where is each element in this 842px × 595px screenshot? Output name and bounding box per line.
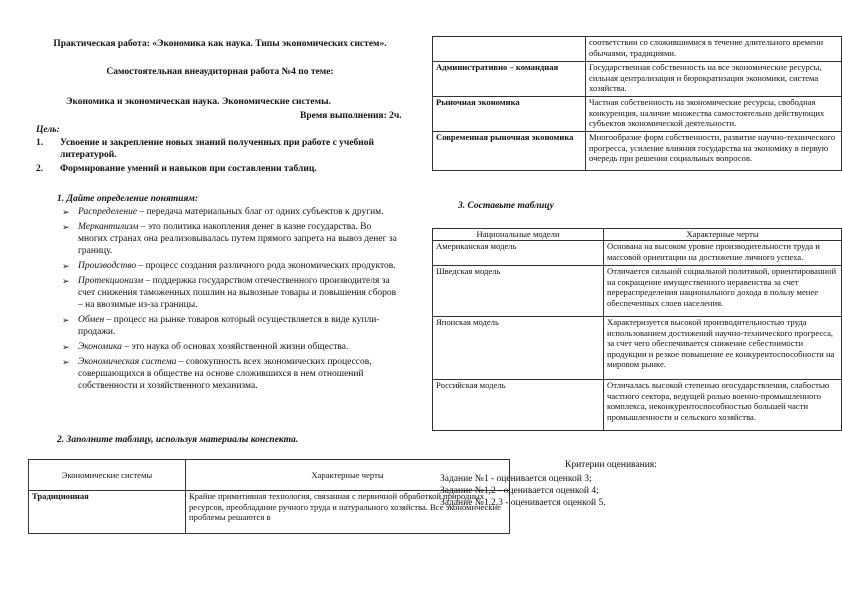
subtitle: Самостоятельная внеаудиторная работа №4 по теме: bbox=[106, 67, 334, 77]
economic-systems-table-continued bbox=[432, 36, 842, 171]
definition-term: Экономика bbox=[78, 342, 122, 352]
table-row bbox=[433, 37, 842, 62]
definition-term: Распределение bbox=[78, 207, 138, 217]
goal-number: 1. bbox=[36, 138, 44, 148]
criteria-item: Задание №1 - оценивается оценкой 3; bbox=[440, 474, 592, 484]
criteria-list bbox=[440, 473, 740, 509]
goals-list bbox=[36, 137, 386, 175]
arrow-bullet-icon: ➢ bbox=[62, 315, 70, 325]
goals-label: Цель: bbox=[36, 125, 60, 135]
criteria-item: Задание №1,2,3 - оценивается оценкой 5. bbox=[440, 498, 606, 508]
goal-number: 2. bbox=[36, 164, 44, 174]
system-name: Современная рыночная экономика bbox=[433, 132, 586, 171]
arrow-bullet-icon: ➢ bbox=[62, 342, 70, 352]
task1-heading: 1. Дайте определение понятиям: bbox=[57, 194, 199, 204]
model-features: Характеризуется высокой производительностью труда использованием достижений научно-технического прогресса, за счет чего обеспечивается снижение себестоимости продукции и резкое повышение ее конкурентоспособности на мировом рынке. bbox=[604, 317, 842, 380]
definition-item bbox=[60, 341, 400, 353]
task3-heading: 3. Составьте таблицу bbox=[458, 201, 554, 211]
definition-text: – это наука об основах хозяйственной жизни общества. bbox=[121, 342, 349, 352]
column-header: Национальные модели bbox=[433, 229, 604, 241]
definitions-list bbox=[60, 206, 400, 392]
system-features: Частная собственность на экономические ресурсы, свободная конкуренция, наличие множества самостоятельно действующих субъектов экономической деятельности. bbox=[586, 97, 842, 132]
time-label: Время выполнения: 2ч. bbox=[300, 111, 402, 121]
arrow-bullet-icon: ➢ bbox=[62, 261, 70, 271]
definition-text: – процесс на рынке товаров который осуществляется в виде купли-продажи. bbox=[78, 315, 380, 337]
definition-term: Обмен bbox=[78, 315, 105, 325]
table-row bbox=[433, 132, 842, 171]
definition-item bbox=[60, 206, 400, 218]
model-name: Российская модель bbox=[433, 380, 604, 431]
criteria-title: Критерии оценивания: bbox=[565, 460, 657, 470]
table-row bbox=[433, 380, 842, 431]
arrow-bullet-icon: ➢ bbox=[62, 222, 70, 232]
definition-text: – совокупность всех экономических процессов, совершающихся в обществе на основе сложившихся в нем отношений собственности и хозяйственного механизма. bbox=[78, 357, 372, 391]
model-features: Основана на высоком уровне производительности труда и массовой ориентации на достижение личного успеха. bbox=[604, 241, 842, 266]
definition-item bbox=[60, 314, 400, 338]
table-header-row bbox=[29, 460, 510, 491]
definition-text: – передача материальных благ от одних субъектов к другим. bbox=[137, 207, 384, 217]
model-name: Японская модель bbox=[433, 317, 604, 380]
goal-text: Формирование умений и навыков при составлении таблиц. bbox=[60, 164, 317, 174]
model-features: Отличалась высокой степенью огосударствления, слабостью частного сектора, ведущей ролью военно-промышленного комплекса, неконкурентоспособностью большей части промышленности и сельского хозяйства. bbox=[604, 380, 842, 431]
definition-item bbox=[60, 275, 400, 311]
system-features: Многообразие форм собственности, развитие научно-технического прогресса, усиление влияния государства на экономику в первую очередь при решении социальных вопросов. bbox=[586, 132, 842, 171]
system-name: Административно – командная bbox=[433, 62, 586, 97]
topic-heading: Экономика и экономическая наука. Экономические системы. bbox=[66, 97, 331, 107]
definition-text: – поддержка государством отечественного производителя за счет снижения таможенных пошлин на вывозные товары и повышения сборов – на ввозимые из-за границы. bbox=[78, 276, 397, 310]
definition-item bbox=[60, 221, 400, 257]
definition-text: – процесс создания различного рода экономических продуктов. bbox=[136, 261, 396, 271]
national-models-table bbox=[432, 228, 842, 431]
definition-text: – это политика накопления денег в казне государства. Во многих странах она реализовывалась путем прямого запрета на вывоз денег за границу. bbox=[78, 222, 397, 256]
arrow-bullet-icon: ➢ bbox=[62, 276, 70, 286]
column-header: Характерные черты bbox=[186, 460, 510, 491]
arrow-bullet-icon: ➢ bbox=[62, 207, 70, 217]
definition-item bbox=[60, 260, 400, 272]
goal-item bbox=[36, 163, 386, 175]
table-row bbox=[29, 491, 510, 534]
model-name: Американская модель bbox=[433, 241, 604, 266]
goal-text: Усвоение и закрепление новых знаний полученных при работе с учебной литературой. bbox=[60, 138, 374, 160]
table-row bbox=[433, 62, 842, 97]
criteria-item: Задание №1,2 - оценивается оценкой 4; bbox=[440, 486, 599, 496]
definition-term: Экономическая система bbox=[78, 357, 177, 367]
task2-heading: 2. Заполните таблицу, используя материалы конспекта. bbox=[57, 435, 299, 445]
definition-term: Производство bbox=[78, 261, 137, 271]
system-features: соответствии со сложившимися в течение длительного времени обычаями, традициями. bbox=[586, 37, 842, 62]
column-header: Экономические системы bbox=[29, 460, 186, 491]
table-row bbox=[433, 97, 842, 132]
goal-item bbox=[36, 137, 386, 163]
table-row bbox=[433, 317, 842, 380]
system-features: Крайне примитивная технология, связанная с первичной обработкой природных ресурсов, преобладание ручного труда и натурального хозяйства. Все экономические проблемы решаются в bbox=[186, 491, 510, 534]
arrow-bullet-icon: ➢ bbox=[62, 357, 70, 367]
definition-term: Меркантилизм bbox=[78, 222, 139, 232]
system-features: Государственная собственность на все экономические ресурсы, сильная централизация и бюрократизация экономики, система хозяйства. bbox=[586, 62, 842, 97]
model-features: Отличается сильной социальной политикой, ориентированной на сокращение имущественного неравенства за счет перераспределения национального дохода в пользу менее обеспеченных слоев населения. bbox=[604, 266, 842, 317]
definition-item bbox=[60, 356, 400, 392]
page-title: Практическая работа: «Экономика как наука. Типы экономических систем». bbox=[53, 39, 387, 49]
system-name: Рыночная экономика bbox=[433, 97, 586, 132]
column-header: Характерные черты bbox=[604, 229, 842, 241]
table-header-row bbox=[433, 229, 842, 241]
economic-systems-table bbox=[28, 459, 510, 534]
table-row bbox=[433, 266, 842, 317]
table-row bbox=[433, 241, 842, 266]
model-name: Шведская модель bbox=[433, 266, 604, 317]
system-name bbox=[433, 37, 586, 62]
definition-term: Протекционизм bbox=[78, 276, 144, 286]
system-name: Традиционная bbox=[29, 491, 186, 534]
